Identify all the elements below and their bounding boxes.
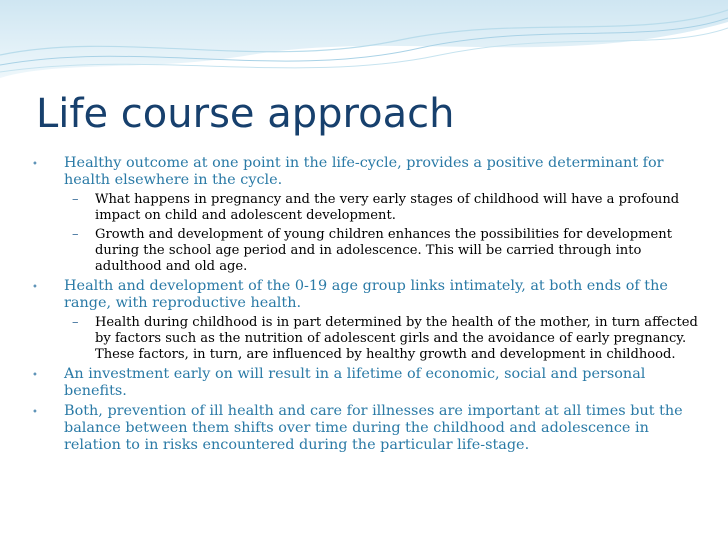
decorative-wave-header — [0, 0, 728, 90]
bullet-dot-icon: • — [32, 282, 38, 293]
bullet-text: Healthy outcome at one point in the life-cycle, provides a positive determinant for health elsewhere in the cycle. — [64, 155, 664, 188]
dash-icon: – — [72, 227, 79, 242]
bullet-text: An investment early on will result in a lifetime of economic, social and personal benefits. — [64, 366, 646, 399]
sub-bullet-item — [28, 192, 698, 224]
bullet-text: Both, prevention of ill health and care for illnesses are important at all times but the balance between them shifts over time during the childhood and adolescence in relation to in risks encountered during the particular life-stage. — [64, 403, 683, 453]
sub-bullet-item — [28, 315, 698, 363]
sub-bullet-text: Health during childhood is in part determined by the health of the mother, in turn affected by factors such as the nutrition of adolescent girls and the avoidance of early pregnancy. These factors, in turn, are influenced by healthy growth and development in childhood. — [95, 315, 698, 362]
bullet-dot-icon: • — [32, 407, 38, 418]
bullet-dot-icon: • — [32, 370, 38, 381]
bullet-dot-icon: • — [32, 159, 38, 170]
bullet-text: Health and development of the 0-19 age group links intimately, at both ends of the range, with reproductive health. — [64, 278, 668, 311]
bullet-item — [28, 366, 698, 400]
sub-bullet-text: What happens in pregnancy and the very early stages of childhood will have a profound impact on child and adolescent development. — [95, 192, 680, 223]
dash-icon: – — [72, 315, 79, 330]
bullet-item — [28, 278, 698, 312]
bullet-item — [28, 155, 698, 189]
sub-bullet-text: Growth and development of young children enhances the possibilities for development during the school age period and in adolescence. This will be carried through into adulthood and old age. — [95, 227, 672, 274]
bullet-list — [28, 155, 698, 457]
slide-title: Life course approach — [36, 91, 455, 137]
bullet-item — [28, 403, 698, 454]
sub-bullet-item — [28, 227, 698, 275]
dash-icon: – — [72, 192, 79, 207]
